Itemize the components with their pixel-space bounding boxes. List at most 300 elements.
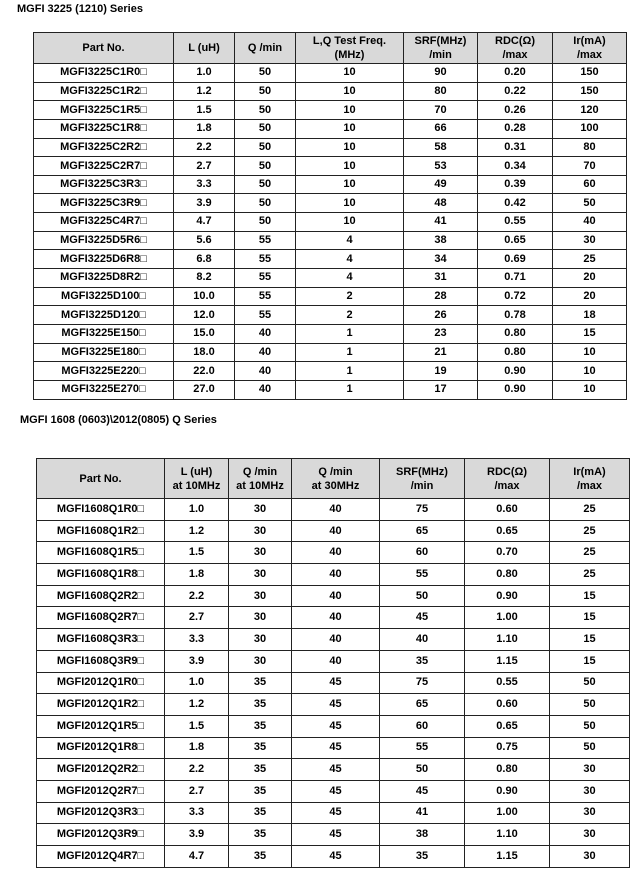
header-line: (MHz)	[334, 49, 365, 61]
value-cell: 35	[229, 846, 292, 868]
part-number-cell: MGFI3225C3R9□	[34, 194, 174, 213]
value-cell: 0.80	[465, 759, 550, 781]
value-cell: 0.71	[478, 269, 553, 288]
header-line: at 10MHz	[172, 479, 221, 492]
value-cell: 35	[229, 694, 292, 716]
value-cell: 0.20	[478, 64, 553, 83]
part-number-cell: MGFI3225D6R8□	[34, 250, 174, 269]
value-cell: 50	[235, 64, 296, 83]
value-cell: 65	[380, 520, 465, 542]
value-cell: 60	[553, 175, 627, 194]
table-row	[34, 250, 627, 269]
col-inductance-header	[174, 33, 235, 64]
table-header-row	[37, 459, 630, 499]
value-cell: 0.42	[478, 194, 553, 213]
value-cell: 45	[292, 672, 380, 694]
value-cell: 15.0	[174, 324, 235, 343]
value-cell: 55	[380, 737, 465, 759]
value-cell: 50	[550, 694, 630, 716]
table-row	[34, 380, 627, 399]
value-cell: 40	[292, 585, 380, 607]
col-ir-header	[550, 459, 630, 499]
part-number-cell: MGFI1608Q1R2□	[37, 520, 165, 542]
value-cell: 3.9	[165, 824, 229, 846]
value-cell: 70	[404, 101, 478, 120]
value-cell: 45	[380, 607, 465, 629]
part-number-cell: MGFI3225E220□	[34, 362, 174, 381]
value-cell: 8.2	[174, 269, 235, 288]
value-cell: 40	[235, 380, 296, 399]
value-cell: 1.2	[174, 82, 235, 101]
value-cell: 31	[404, 269, 478, 288]
value-cell: 50	[235, 101, 296, 120]
part-number-cell: MGFI1608Q1R0□	[37, 499, 165, 521]
value-cell: 41	[380, 802, 465, 824]
value-cell: 0.90	[465, 780, 550, 802]
value-cell: 30	[229, 542, 292, 564]
table-row	[34, 82, 627, 101]
value-cell: 40	[292, 629, 380, 651]
value-cell: 3.9	[165, 650, 229, 672]
value-cell: 50	[380, 585, 465, 607]
table-row	[34, 119, 627, 138]
value-cell: 45	[292, 715, 380, 737]
value-cell: 55	[235, 250, 296, 269]
value-cell: 10	[296, 119, 404, 138]
value-cell: 0.60	[465, 694, 550, 716]
col-srf-header	[380, 459, 465, 499]
value-cell: 1	[296, 362, 404, 381]
value-cell: 35	[380, 650, 465, 672]
value-cell: 30	[229, 607, 292, 629]
value-cell: 25	[550, 542, 630, 564]
part-number-cell: MGFI3225C2R7□	[34, 157, 174, 176]
value-cell: 10	[296, 101, 404, 120]
value-cell: 60	[380, 542, 465, 564]
value-cell: 40	[292, 607, 380, 629]
value-cell: 30	[229, 564, 292, 586]
header-line: Ir(mA)	[573, 35, 606, 47]
table-row	[34, 101, 627, 120]
header-line: at 30MHz	[311, 479, 360, 492]
table-row	[34, 306, 627, 325]
header-line: /max	[502, 49, 528, 61]
value-cell: 25	[550, 520, 630, 542]
value-cell: 12.0	[174, 306, 235, 325]
value-cell: 30	[553, 231, 627, 250]
value-cell: 10	[296, 157, 404, 176]
value-cell: 50	[550, 715, 630, 737]
value-cell: 1.5	[165, 715, 229, 737]
part-number-cell: MGFI1608Q2R7□	[37, 607, 165, 629]
value-cell: 55	[380, 564, 465, 586]
table-row	[34, 157, 627, 176]
header-line: L (uH)	[180, 465, 213, 478]
value-cell: 0.39	[478, 175, 553, 194]
value-cell: 38	[404, 231, 478, 250]
value-cell: 55	[235, 269, 296, 288]
value-cell: 30	[229, 629, 292, 651]
table-row	[34, 343, 627, 362]
value-cell: 150	[553, 82, 627, 101]
part-number-cell: MGFI3225E150□	[34, 324, 174, 343]
header-line: L,Q Test Freq.	[312, 35, 387, 47]
value-cell: 3.3	[165, 802, 229, 824]
table-row	[34, 269, 627, 288]
value-cell: 1	[296, 343, 404, 362]
value-cell: 40	[235, 362, 296, 381]
value-cell: 10.0	[174, 287, 235, 306]
header-line: at 10MHz	[236, 479, 284, 492]
value-cell: 1.10	[465, 824, 550, 846]
value-cell: 35	[229, 715, 292, 737]
value-cell: 20	[553, 269, 627, 288]
col-inductance-header	[165, 459, 229, 499]
col-rdc-header	[478, 33, 553, 64]
value-cell: 45	[292, 694, 380, 716]
value-cell: 0.60	[465, 499, 550, 521]
header-line: RDC(Ω)	[487, 465, 527, 478]
value-cell: 2.2	[165, 585, 229, 607]
value-cell: 35	[229, 802, 292, 824]
value-cell: 18.0	[174, 343, 235, 362]
value-cell: 0.90	[478, 362, 553, 381]
value-cell: 1.5	[174, 101, 235, 120]
part-number-cell: MGFI2012Q1R0□	[37, 672, 165, 694]
part-number-cell: MGFI1608Q1R5□	[37, 542, 165, 564]
value-cell: 1.8	[165, 564, 229, 586]
value-cell: 40	[292, 499, 380, 521]
table-row	[37, 715, 630, 737]
table-row	[37, 564, 630, 586]
value-cell: 55	[235, 287, 296, 306]
value-cell: 2.2	[174, 138, 235, 157]
part-number-cell: MGFI1608Q3R3□	[37, 629, 165, 651]
value-cell: 1.5	[165, 542, 229, 564]
header-line: Part No.	[79, 472, 122, 485]
value-cell: 0.80	[465, 564, 550, 586]
value-cell: 1.0	[165, 672, 229, 694]
value-cell: 0.80	[478, 343, 553, 362]
part-number-cell: MGFI3225E180□	[34, 343, 174, 362]
value-cell: 10	[296, 64, 404, 83]
value-cell: 48	[404, 194, 478, 213]
header-line: /min	[410, 479, 434, 492]
value-cell: 0.26	[478, 101, 553, 120]
value-cell: 38	[380, 824, 465, 846]
part-number-cell: MGFI3225C4R7□	[34, 213, 174, 232]
value-cell: 0.28	[478, 119, 553, 138]
header-line: Ir(mA)	[573, 465, 606, 478]
value-cell: 25	[553, 250, 627, 269]
value-cell: 150	[553, 64, 627, 83]
table-row	[37, 824, 630, 846]
value-cell: 28	[404, 287, 478, 306]
value-cell: 50	[550, 737, 630, 759]
value-cell: 30	[550, 846, 630, 868]
value-cell: 66	[404, 119, 478, 138]
value-cell: 50	[235, 138, 296, 157]
part-number-cell: MGFI2012Q1R2□	[37, 694, 165, 716]
value-cell: 4	[296, 250, 404, 269]
value-cell: 1.2	[165, 694, 229, 716]
value-cell: 0.69	[478, 250, 553, 269]
value-cell: 0.31	[478, 138, 553, 157]
value-cell: 45	[292, 737, 380, 759]
value-cell: 1.15	[465, 650, 550, 672]
value-cell: 75	[380, 499, 465, 521]
value-cell: 0.55	[478, 213, 553, 232]
part-number-cell: MGFI2012Q3R9□	[37, 824, 165, 846]
header-line: Q /min	[247, 42, 283, 54]
value-cell: 20	[553, 287, 627, 306]
header-line: Q /min	[242, 465, 278, 478]
part-number-cell: MGFI3225D100□	[34, 287, 174, 306]
value-cell: 2.7	[165, 780, 229, 802]
table-row	[37, 520, 630, 542]
table-row	[37, 607, 630, 629]
series-1608-2012-title: MGFI 1608 (0603)\2012(0805) Q Series	[20, 414, 217, 426]
value-cell: 45	[292, 802, 380, 824]
value-cell: 45	[292, 780, 380, 802]
table-row	[37, 694, 630, 716]
value-cell: 35	[229, 672, 292, 694]
value-cell: 0.65	[465, 715, 550, 737]
part-number-cell: MGFI2012Q2R7□	[37, 780, 165, 802]
value-cell: 30	[550, 824, 630, 846]
value-cell: 30	[229, 520, 292, 542]
value-cell: 10	[553, 362, 627, 381]
series-1608-2012-table	[36, 458, 630, 868]
value-cell: 15	[550, 585, 630, 607]
value-cell: 4.7	[165, 846, 229, 868]
part-number-cell: MGFI1608Q1R8□	[37, 564, 165, 586]
value-cell: 75	[380, 672, 465, 694]
col-q-10mhz-header	[229, 459, 292, 499]
value-cell: 0.55	[465, 672, 550, 694]
value-cell: 30	[229, 585, 292, 607]
value-cell: 30	[550, 780, 630, 802]
value-cell: 35	[229, 780, 292, 802]
series-3225-table	[33, 32, 627, 400]
value-cell: 0.72	[478, 287, 553, 306]
part-number-cell: MGFI3225C1R5□	[34, 101, 174, 120]
table-row	[37, 737, 630, 759]
col-srf-header	[404, 33, 478, 64]
part-number-cell: MGFI3225C1R8□	[34, 119, 174, 138]
header-line: /max	[494, 479, 520, 492]
header-line: /max	[576, 479, 603, 492]
part-number-cell: MGFI3225D5R6□	[34, 231, 174, 250]
header-line: SRF(MHz)	[414, 35, 467, 47]
col-rdc-header	[465, 459, 550, 499]
value-cell: 45	[292, 759, 380, 781]
value-cell: 1.0	[165, 499, 229, 521]
value-cell: 0.70	[465, 542, 550, 564]
header-line: Q /min	[318, 465, 353, 478]
table-row	[37, 846, 630, 868]
value-cell: 15	[550, 629, 630, 651]
table-row	[34, 213, 627, 232]
table-row	[37, 499, 630, 521]
value-cell: 0.65	[478, 231, 553, 250]
value-cell: 26	[404, 306, 478, 325]
value-cell: 34	[404, 250, 478, 269]
value-cell: 40	[553, 213, 627, 232]
value-cell: 2.7	[165, 607, 229, 629]
value-cell: 15	[553, 324, 627, 343]
value-cell: 1	[296, 380, 404, 399]
col-test-freq-header	[296, 33, 404, 64]
value-cell: 10	[296, 194, 404, 213]
value-cell: 18	[553, 306, 627, 325]
value-cell: 55	[235, 231, 296, 250]
table-row	[37, 650, 630, 672]
table-row	[34, 231, 627, 250]
part-number-cell: MGFI3225C2R2□	[34, 138, 174, 157]
value-cell: 3.3	[174, 175, 235, 194]
value-cell: 1.2	[165, 520, 229, 542]
part-number-cell: MGFI2012Q1R8□	[37, 737, 165, 759]
value-cell: 40	[292, 542, 380, 564]
value-cell: 22.0	[174, 362, 235, 381]
value-cell: 35	[229, 737, 292, 759]
table-row	[34, 175, 627, 194]
table-row	[34, 362, 627, 381]
value-cell: 0.75	[465, 737, 550, 759]
part-number-cell: MGFI1608Q2R2□	[37, 585, 165, 607]
table-row	[34, 138, 627, 157]
value-cell: 23	[404, 324, 478, 343]
header-line: Part No.	[82, 42, 125, 54]
value-cell: 4.7	[174, 213, 235, 232]
value-cell: 30	[550, 759, 630, 781]
value-cell: 0.65	[465, 520, 550, 542]
header-line: SRF(MHz)	[396, 465, 448, 478]
value-cell: 58	[404, 138, 478, 157]
col-q-30mhz-header	[292, 459, 380, 499]
value-cell: 10	[296, 213, 404, 232]
value-cell: 50	[235, 119, 296, 138]
value-cell: 50	[235, 194, 296, 213]
value-cell: 40	[292, 650, 380, 672]
value-cell: 50	[235, 175, 296, 194]
table-row	[37, 759, 630, 781]
col-ir-header	[553, 33, 627, 64]
col-part-no-header	[37, 459, 165, 499]
table-row	[37, 585, 630, 607]
value-cell: 25	[550, 564, 630, 586]
value-cell: 70	[553, 157, 627, 176]
value-cell: 45	[292, 824, 380, 846]
part-number-cell: MGFI3225C3R3□	[34, 175, 174, 194]
value-cell: 10	[296, 175, 404, 194]
value-cell: 1.0	[174, 64, 235, 83]
value-cell: 25	[550, 499, 630, 521]
value-cell: 2.2	[165, 759, 229, 781]
value-cell: 40	[292, 520, 380, 542]
value-cell: 2	[296, 287, 404, 306]
value-cell: 0.90	[478, 380, 553, 399]
table-row	[34, 287, 627, 306]
table-row	[37, 802, 630, 824]
table-row	[37, 780, 630, 802]
part-number-cell: MGFI2012Q2R2□	[37, 759, 165, 781]
value-cell: 1.15	[465, 846, 550, 868]
value-cell: 30	[229, 650, 292, 672]
value-cell: 65	[380, 694, 465, 716]
value-cell: 41	[404, 213, 478, 232]
value-cell: 50	[550, 672, 630, 694]
part-number-cell: MGFI1608Q3R9□	[37, 650, 165, 672]
value-cell: 21	[404, 343, 478, 362]
value-cell: 1	[296, 324, 404, 343]
value-cell: 120	[553, 101, 627, 120]
value-cell: 35	[229, 824, 292, 846]
value-cell: 50	[235, 157, 296, 176]
col-q-min-header	[235, 33, 296, 64]
value-cell: 90	[404, 64, 478, 83]
header-line: /max	[576, 49, 603, 61]
value-cell: 10	[553, 380, 627, 399]
header-line: RDC(Ω)	[495, 35, 535, 47]
value-cell: 30	[550, 802, 630, 824]
value-cell: 2.7	[174, 157, 235, 176]
table-row	[34, 324, 627, 343]
value-cell: 55	[235, 306, 296, 325]
value-cell: 53	[404, 157, 478, 176]
series-1608-2012-table-body	[37, 499, 630, 868]
value-cell: 5.6	[174, 231, 235, 250]
table-row	[34, 194, 627, 213]
part-number-cell: MGFI3225C1R0□	[34, 64, 174, 83]
value-cell: 4	[296, 231, 404, 250]
value-cell: 6.8	[174, 250, 235, 269]
value-cell: 1.00	[465, 607, 550, 629]
value-cell: 3.3	[165, 629, 229, 651]
table-row	[34, 64, 627, 83]
value-cell: 10	[296, 82, 404, 101]
col-part-no-header	[34, 33, 174, 64]
value-cell: 19	[404, 362, 478, 381]
table-row	[37, 672, 630, 694]
value-cell: 40	[235, 343, 296, 362]
value-cell: 15	[550, 607, 630, 629]
part-number-cell: MGFI3225E270□	[34, 380, 174, 399]
value-cell: 45	[380, 780, 465, 802]
value-cell: 100	[553, 119, 627, 138]
value-cell: 60	[380, 715, 465, 737]
part-number-cell: MGFI3225C1R2□	[34, 82, 174, 101]
value-cell: 4	[296, 269, 404, 288]
part-number-cell: MGFI2012Q3R3□	[37, 802, 165, 824]
value-cell: 40	[235, 324, 296, 343]
value-cell: 10	[296, 138, 404, 157]
header-line: /min	[429, 49, 452, 61]
value-cell: 27.0	[174, 380, 235, 399]
value-cell: 17	[404, 380, 478, 399]
value-cell: 50	[553, 194, 627, 213]
part-number-cell: MGFI2012Q4R7□	[37, 846, 165, 868]
value-cell: 10	[553, 343, 627, 362]
value-cell: 0.34	[478, 157, 553, 176]
table-row	[37, 629, 630, 651]
value-cell: 35	[229, 759, 292, 781]
value-cell: 80	[404, 82, 478, 101]
value-cell: 3.9	[174, 194, 235, 213]
value-cell: 0.90	[465, 585, 550, 607]
value-cell: 49	[404, 175, 478, 194]
